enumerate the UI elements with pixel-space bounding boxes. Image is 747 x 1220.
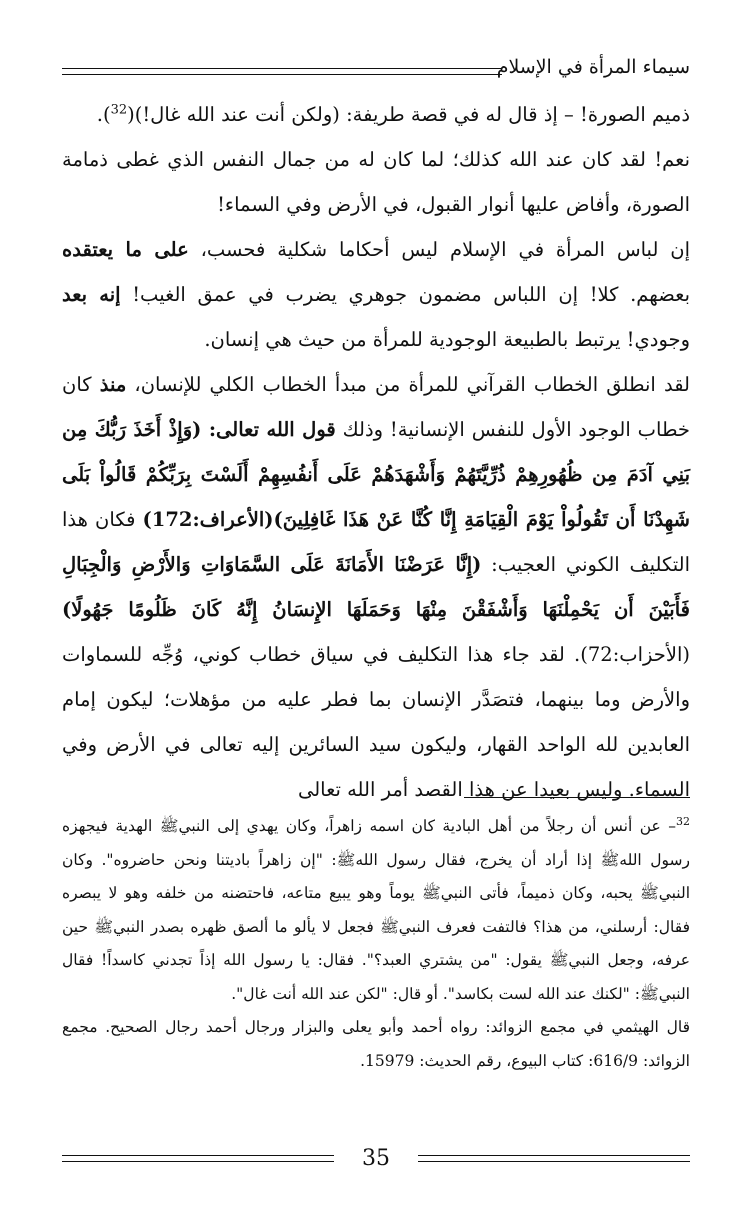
page-header [62,48,690,88]
footnote-source: قال الهيثمي في مجمع الزوائد: رواه أحمد وأبو يعلى والبزار ورجال أحمد رجال الصحيح. مجمع الزوائد: 616/9: كتاب البيوع، رقم الحديث: 15979. [62,1018,690,1070]
footnote-32 [62,810,690,1011]
paragraph-1 [62,92,690,137]
footnotes [62,810,690,1078]
quran-verse-ahzab: (إِنَّا عَرَضْنَا الأَمَانَةَ عَلَى السَّمَاوَاتِ وَالأَرْضِ وَالْجِبَالِ فَأَبَيْنَ أَن يَحْمِلْنَهَا وَأَشْفَقْنَ مِنْهَا وَحَمَلَهَا الإِنسَانُ إِنَّهُ كَانَ ظَلُومًا جَهُولًا) [62,553,690,621]
footer-rule-right [418,1155,690,1162]
paragraph-2: نعم! لقد كان عند الله كذلك؛ لما كان له من جمال النفس الذي غطى ذمامة الصورة، وأفاض عليها أنوار القبول، في الأرض وفي السماء! [62,148,690,216]
paragraph-4 [62,362,690,812]
main-text [62,92,690,812]
paragraph-3-text-a: إن لباس المرأة في الإسلام ليس أحكاما شكلية فحسب، [188,238,690,261]
paragraph-3-text-c: وجودي! يرتبط بالطبيعة الوجودية للمرأة من حيث هي إنسان. [204,328,690,351]
footnote-reference[interactable]: 32 [110,102,128,118]
page-footer [62,1145,690,1175]
paragraph-3-bold-a: على ما يعتقده [62,238,189,261]
paragraph-4-text-d: . لقد جاء هذا التكليف في سياق خطاب كوني، وُجِّه للسماوات والأرض وما بينهما، فتصَدَّر الإنسان بما فطر عليه من مؤهلات؛ ليكون إمام العابدين لله الواحد القهار، وليكون سيد السائرين إليه تعالى في الأرض وفي السماء. وليس بعيدا عن هذا القصد أمر الله تعالى [62,643,690,801]
verse-reference-ahzab: (الأحزاب:72) [580,643,690,666]
footer-rule-left [62,1155,334,1162]
paragraph-4-text-a: لقد انطلق الخطاب القرآني للمرأة من مبدأ الخطاب الكلي للإنسان، [126,373,691,396]
footnote-number: 32 [676,814,690,828]
paragraph-3-text-b: بعضهم. كلا! إن اللباس مضمون جوهري يضرب في عمق الغيب! [120,283,690,306]
header-double-rule [62,68,502,75]
paragraph-1-end: ). [96,103,111,126]
page-number: 35 [362,1146,390,1171]
verse-reference-araf: (الأعراف:172) [142,508,274,531]
running-title: سيماء المرأة في الإسلام [496,56,690,78]
paragraph-4-bold-b: قول الله تعالى: [208,418,336,441]
footnote-separator [464,797,690,798]
footnote-text: – عن أنس أن رجلاً من أهل البادية كان اسمه زاهراً، وكان يهدي إلى النبيﷺ الهدية فيجهزه رسول اللهﷺ إذا أراد أن يخرج، فقال رسول اللهﷺ: "إن زاهراً باديتنا ونحن حاضروه". وكان النبيﷺ يحبه، وكان ذميماً، فأتى النبيﷺ يوماً وهو يبيع متاعه، فاحتضنه من خلفه وهو لا يبصره فقال: أرسلني، من هذا؟ فالتفت فعرف النبيﷺ فجعل لا يألو ما ألصق ظهره بصدر النبيﷺ حين عرفه، وجعل النبيﷺ يقول: "من يشتري العبد؟". فقال: يا رسول الله إذاً تجدني كاسداً! فقال النبيﷺ: "لكنك عند الله لست بكاسد". أو قال: "لكن عند الله أنت غال". [62,817,690,1003]
paragraph-3 [62,227,690,362]
quran-verse-araf: (وَإِذْ أَخَذَ رَبُّكَ مِن بَنِي آدَمَ مِن ظُهُورِهِمْ ذُرِّيَّتَهُمْ وَأَشْهَدَهُمْ عَلَى أَنفُسِهِمْ أَلَسْتَ بِرَبِّكُمْ قَالُواْ بَلَى شَهِدْنَا أَن تَقُولُواْ يَوْمَ الْقِيَامَةِ إِنَّا كُنَّا عَنْ هَذَا غَافِلِينَ) [62,418,691,531]
book-page [62,40,690,1190]
paragraph-4-text-b: كان خطاب الوجود الأول للنفس الإنسانية! وذلك [62,373,690,441]
paragraph-1-text: ذميم الصورة! – إذ قال له في قصة طريفة: (ولكن أنت عند الله غال!)( [127,103,690,126]
paragraph-4-text-c: فكان هذا التكليف الكوني العجيب: [62,508,690,576]
paragraph-4-bold-a: منذ [99,373,127,396]
paragraph-3-bold-b: إنه بعد [62,283,121,306]
